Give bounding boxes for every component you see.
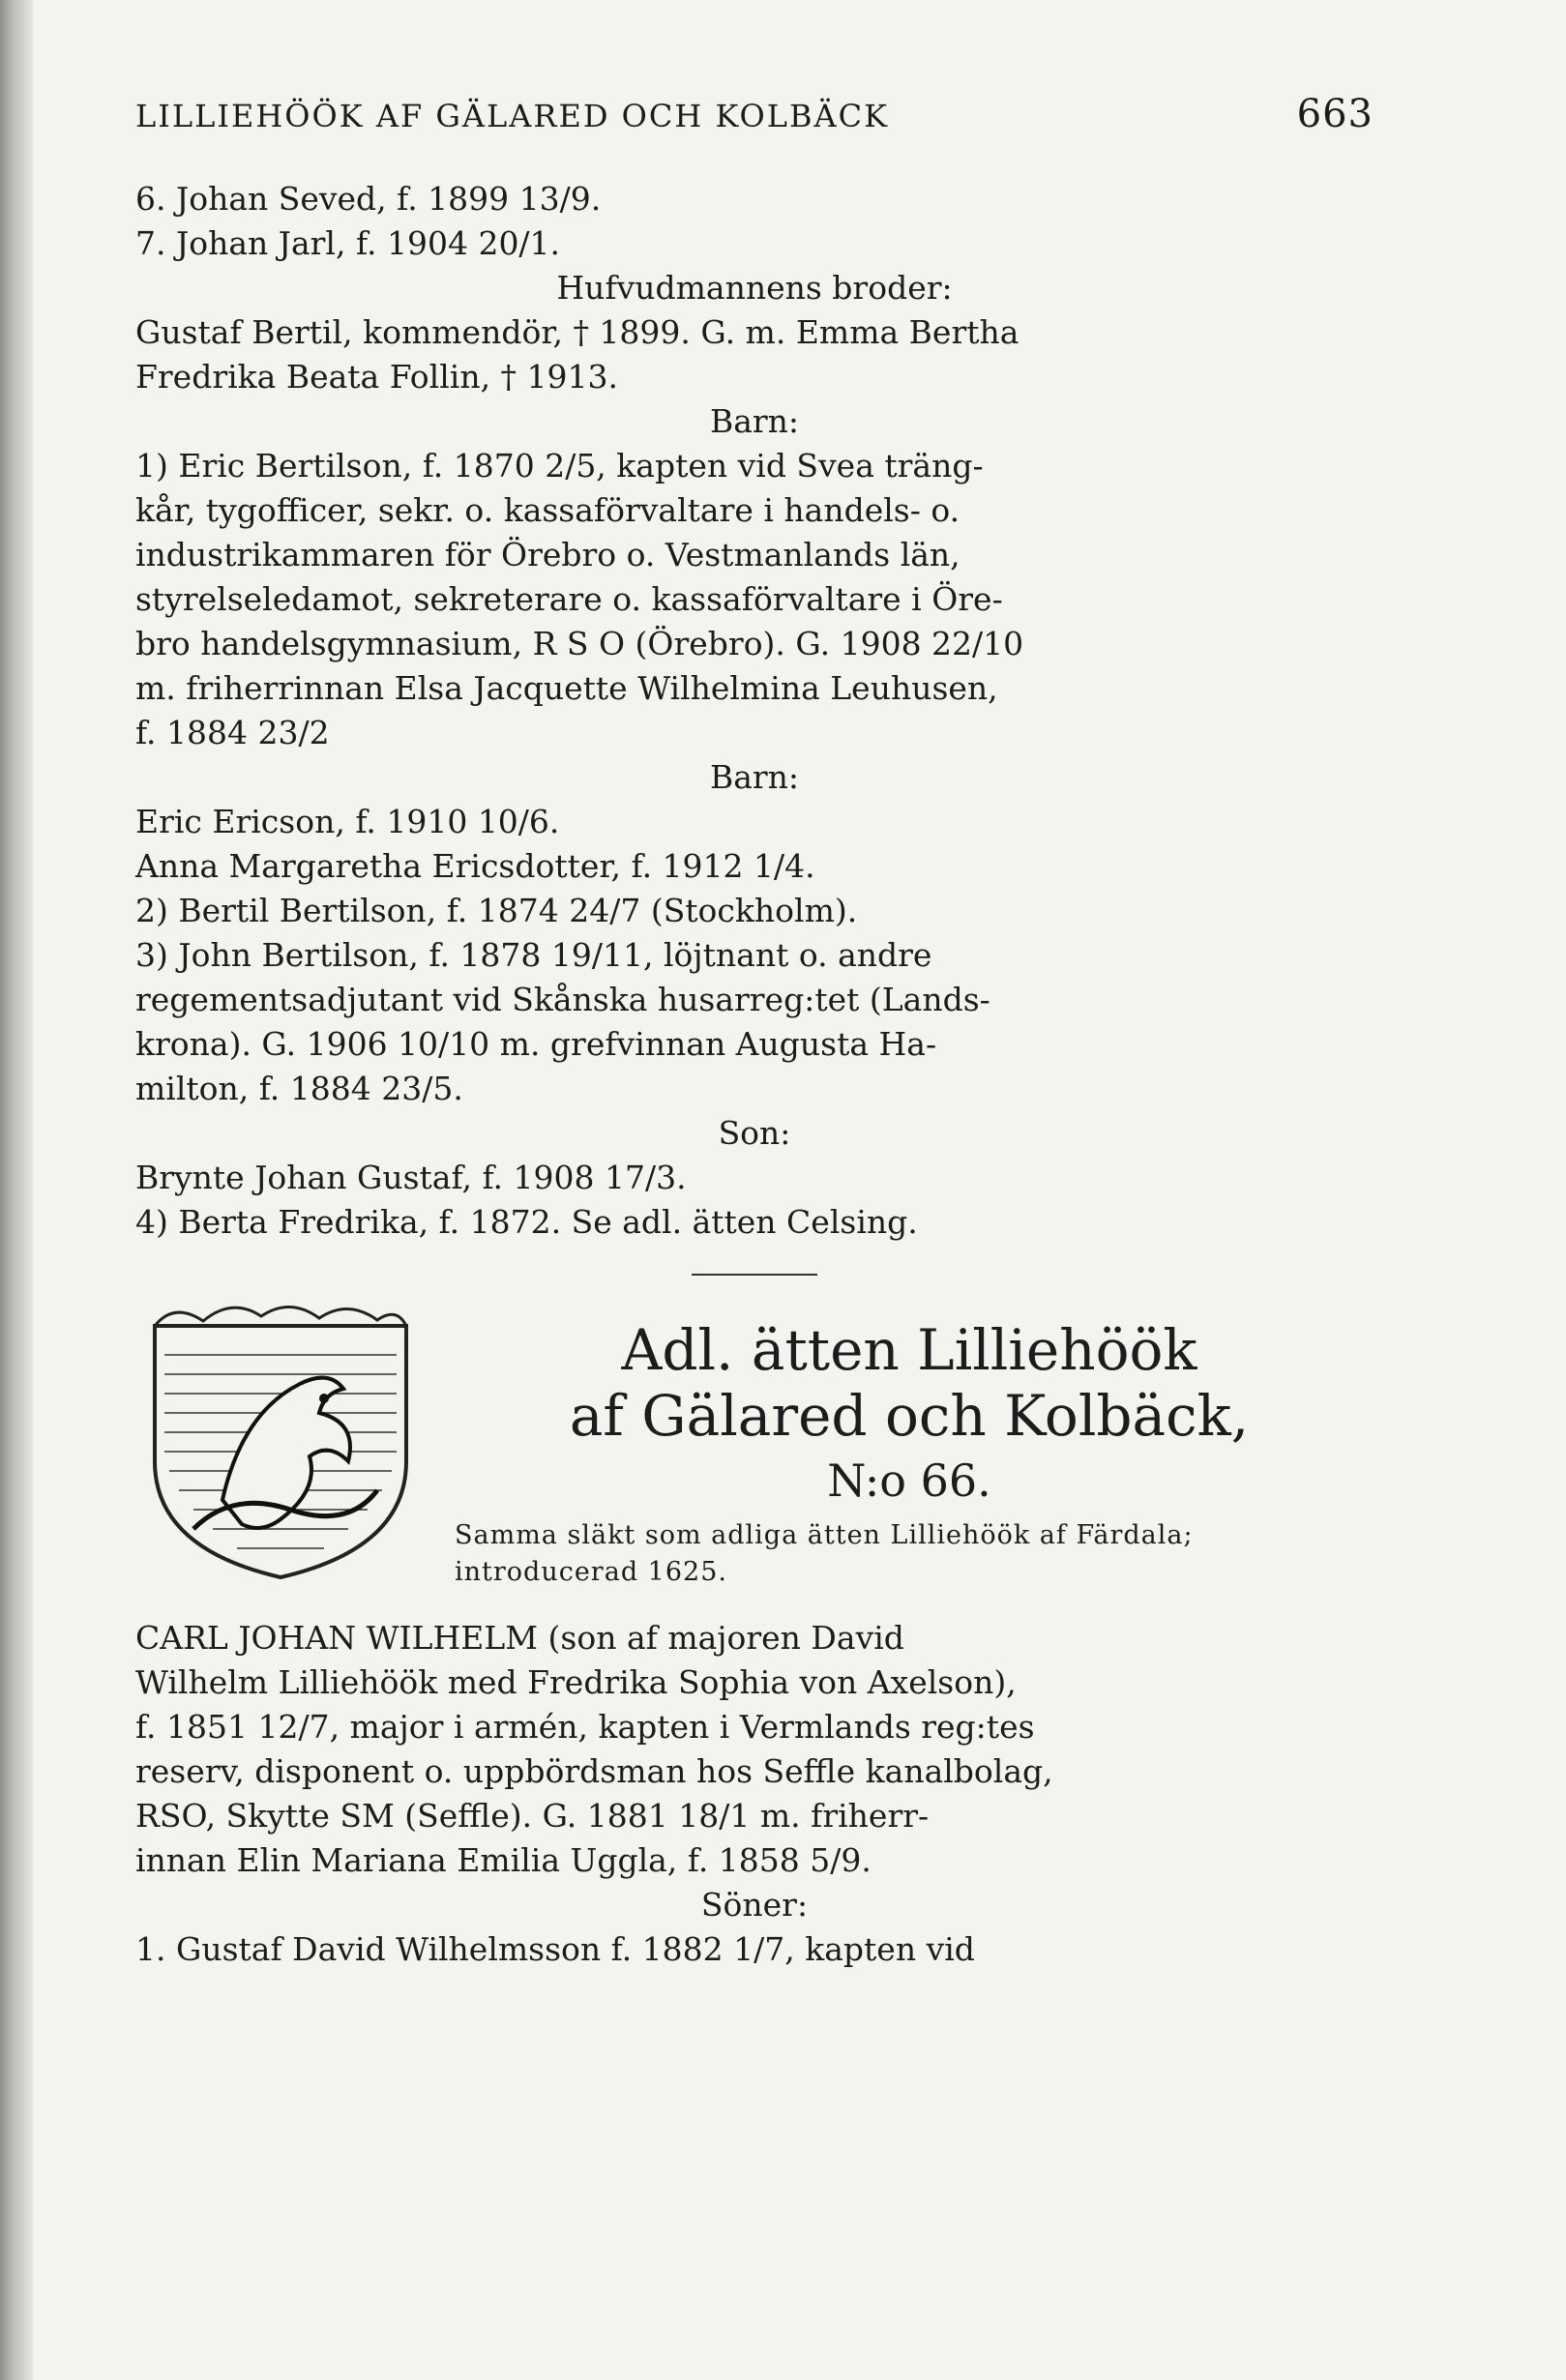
subheading: Son: (718, 1114, 791, 1152)
text-line: m. friherrinnan Elsa Jacquette Wilhelmina Leuhusen, (135, 669, 998, 707)
text-line: 6. Johan Seved, f. 1899 13/9. (135, 180, 602, 218)
section-title: Adl. ätten Lilliehöök (621, 1317, 1197, 1383)
text-line: Wilhelm Lilliehöök med Fredrika Sophia von Axelson), (135, 1663, 1017, 1701)
subheading: Hufvudmannens broder: (556, 269, 953, 307)
text-line: 4) Berta Fredrika, f. 1872. Se adl. ätten Celsing. (135, 1203, 918, 1241)
section-subtitle: af Gälared och Kolbäck, (569, 1383, 1250, 1449)
text-block-upper (135, 177, 1374, 1245)
text-line: Brynte Johan Gustaf, f. 1908 17/3. (135, 1159, 687, 1196)
section-number: N:o 66. (827, 1454, 991, 1507)
text-line: Fredrika Beata Follin, † 1913. (135, 358, 619, 396)
family-section-header (135, 1297, 1374, 1616)
section-title-line-1 (445, 1316, 1374, 1384)
text-line: f. 1884 23/2 (135, 714, 330, 751)
text-line: CARL JOHAN WILHELM (son af majoren David (135, 1619, 904, 1657)
text-line: Gustaf Bertil, kommendör, † 1899. G. m. Emma Bertha (135, 313, 1019, 351)
text-line: bro handelsgymnasium, R S O (Örebro). G. 1908 22/10 (135, 625, 1024, 662)
text-line: milton, f. 1884 23/5. (135, 1070, 463, 1107)
text-line: kår, tygofficer, sekr. o. kassaförvaltare i handels- o. (135, 491, 960, 529)
text-line: 1. Gustaf David Wilhelmsson f. 1882 1/7, kapten vid (135, 1930, 975, 1968)
text-line: Eric Ericson, f. 1910 10/6. (135, 803, 560, 840)
text-line: regementsadjutant vid Skånska husarreg:tet (Lands- (135, 981, 990, 1018)
page-number: 663 (1296, 92, 1374, 136)
section-divider (692, 1274, 817, 1276)
header-title: LILLIEHÖÖK AF GÄLARED OCH KOLBÄCK (135, 98, 889, 134)
subheading: Söner: (700, 1886, 809, 1924)
page-spine-shadow (0, 0, 33, 2380)
section-title-line-2 (445, 1382, 1374, 1450)
subheading: Barn: (709, 402, 800, 440)
coat-of-arms-icon (135, 1297, 426, 1587)
running-header (135, 92, 1374, 138)
text-line: Anna Margaretha Ericsdotter, f. 1912 1/4. (135, 847, 815, 885)
text-line: 7. Johan Jarl, f. 1904 20/1. (135, 224, 561, 262)
text-line: krona). G. 1906 10/10 m. grefvinnan Augusta Ha- (135, 1025, 937, 1063)
text-line: reserv, disponent o. uppbördsman hos Seffle kanalbolag, (135, 1752, 1053, 1790)
text-line: 1) Eric Bertilson, f. 1870 2/5, kapten vid Svea träng- (135, 447, 984, 485)
text-line: innan Elin Mariana Emilia Uggla, f. 1858 5/9. (135, 1841, 872, 1879)
text-line: f. 1851 12/7, major i armén, kapten i Vermlands reg:tes (135, 1708, 1035, 1746)
text-line: industrikammaren för Örebro o. Vestmanlands län, (135, 536, 960, 573)
text-line: styrelseledamot, sekreterare o. kassaförvaltare i Öre- (135, 580, 1003, 618)
text-block-lower (135, 1616, 1374, 1972)
text-line: 2) Bertil Bertilson, f. 1874 24/7 (Stockholm). (135, 892, 858, 929)
section-note: Samma släkt som adliga ätten Lilliehöök af Färdala; introducerad 1625. (455, 1520, 1194, 1587)
text-line: RSO, Skytte SM (Seffle). G. 1881 18/1 m. friherr- (135, 1797, 930, 1835)
text-line: 3) John Bertilson, f. 1878 19/11, löjtnant o. andre (135, 936, 932, 974)
subheading: Barn: (709, 758, 800, 796)
document-page (135, 92, 1374, 1972)
